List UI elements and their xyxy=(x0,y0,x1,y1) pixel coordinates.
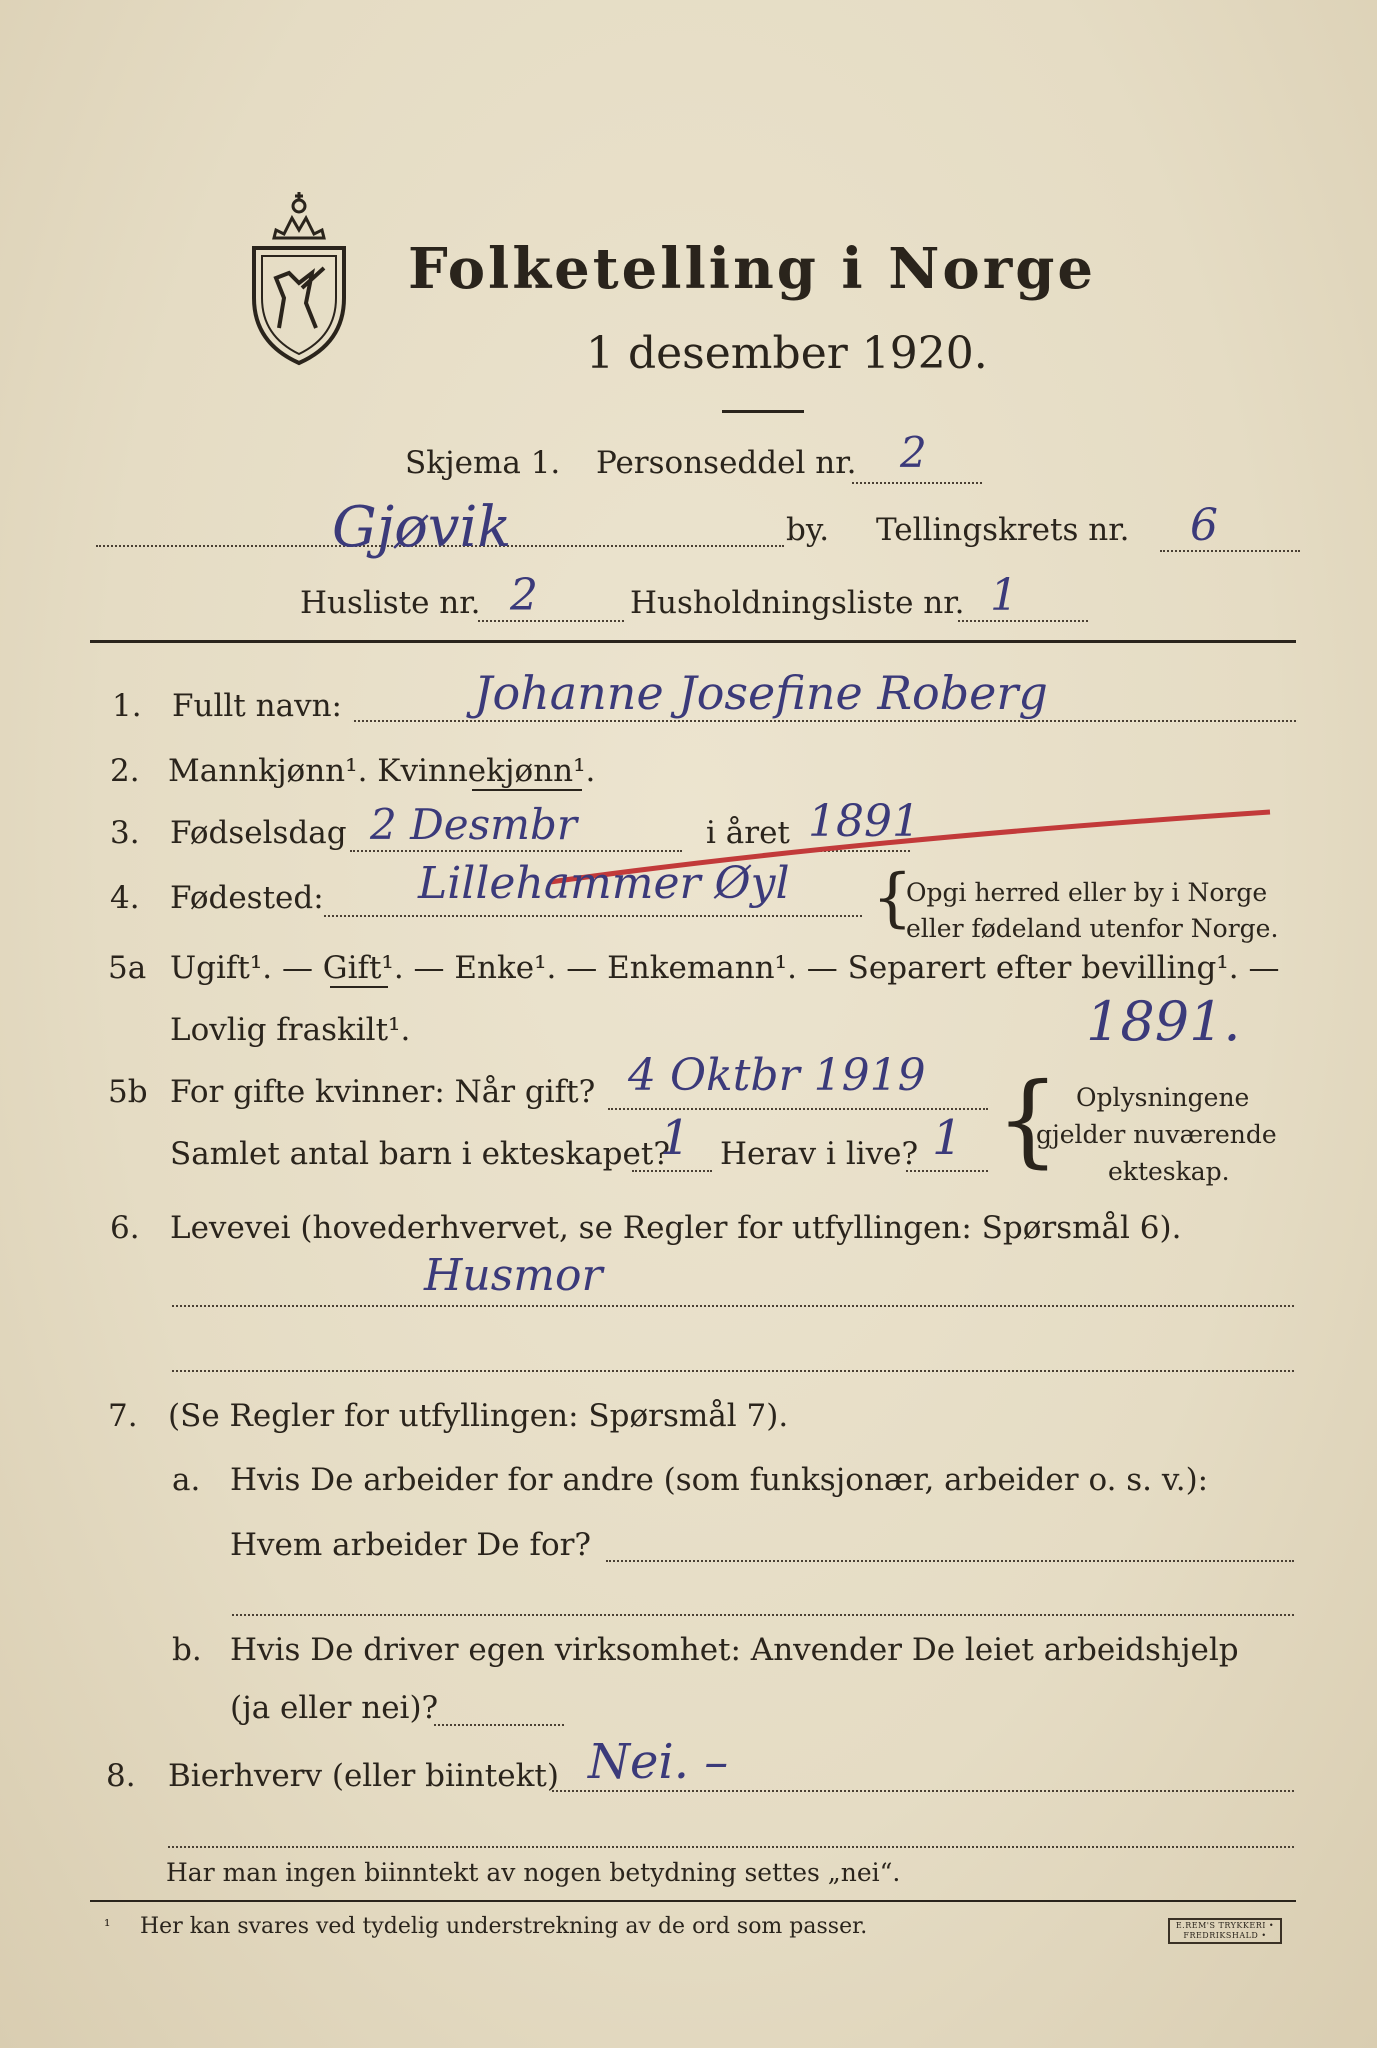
q5b-value3: 1 xyxy=(932,1110,963,1166)
q5b-number: 5b xyxy=(108,1074,148,1110)
q2-label: Mannkjønn¹. Kvinnekjønn¹. xyxy=(168,753,596,789)
q8-line2 xyxy=(168,1846,1294,1848)
q3-year-value: 1891 xyxy=(808,796,920,847)
q5b-note-line2: gjelder nuværende xyxy=(1036,1120,1277,1149)
q4-note-line2: eller fødeland utenfor Norge. xyxy=(906,914,1279,943)
printer-stamp: E.REM'S TRYKKERI • FREDRIKSHALD • xyxy=(1168,1918,1282,1944)
q5b-note-line1: Oplysningene xyxy=(1076,1083,1250,1112)
q2-number: 2. xyxy=(110,753,140,789)
q7b-letter: b. xyxy=(172,1632,202,1668)
q8-number: 8. xyxy=(106,1758,136,1794)
q5a-line1: Ugift¹. — Gift¹. — Enke¹. — Enkemann¹. — Separert efter bevilling¹. — xyxy=(170,950,1280,986)
husholdningsliste-label: Husholdningsliste nr. xyxy=(630,585,965,621)
q6-label: Levevei (hovederhvervet, se Regler for utfyllingen: Spørsmål 6). xyxy=(170,1210,1182,1246)
q3-year-label: i året xyxy=(706,815,790,851)
q8-value: Nei. – xyxy=(588,1734,729,1790)
tellingskrets-value: 6 xyxy=(1190,500,1218,551)
q4-line xyxy=(324,915,862,917)
personseddel-line xyxy=(852,482,982,484)
q5b-brace: { xyxy=(996,1061,1060,1178)
q6-line1 xyxy=(172,1305,1294,1307)
tellingskrets-label: Tellingskrets nr. xyxy=(876,512,1130,548)
schema-label: Skjema 1. xyxy=(405,445,561,481)
coat-of-arms-emblem xyxy=(244,178,354,368)
q5a-number: 5a xyxy=(108,950,147,986)
q5b-value1: 4 Oktbr 1919 xyxy=(628,1050,926,1101)
q5b-line3 xyxy=(906,1170,988,1172)
tellingskrets-line xyxy=(1160,550,1300,552)
q7a-line2: Hvem arbeider De for? xyxy=(230,1527,592,1563)
personseddel-label: Personseddel nr. xyxy=(596,445,857,481)
personseddel-value: 2 xyxy=(900,428,927,477)
q7-number: 7. xyxy=(108,1398,138,1434)
q8-note: Har man ingen biinntekt av nogen betydning settes „nei“. xyxy=(166,1858,901,1887)
q4-brace: { xyxy=(872,861,913,935)
title-divider xyxy=(722,410,804,413)
footer-divider xyxy=(90,1900,1296,1902)
q1-value: Johanne Josefine Roberg xyxy=(474,666,1048,720)
q3-value: 2 Desmbr xyxy=(370,800,577,849)
q5b-label3: Herav i live? xyxy=(720,1136,919,1172)
q3-label: Fødselsdag xyxy=(170,815,347,851)
q1-line xyxy=(354,720,1296,722)
by-label: by. xyxy=(786,512,830,548)
q7a-line2-blank xyxy=(232,1614,1294,1616)
q5a-underline-gift xyxy=(330,986,388,988)
form-title: Folketelling i Norge xyxy=(408,236,1097,302)
q7b-line1: Hvis De driver egen virksomhet: Anvender De leiet arbeidshjelp xyxy=(230,1632,1239,1668)
husliste-value: 2 xyxy=(510,570,538,621)
header-divider xyxy=(90,640,1296,643)
q6-number: 6. xyxy=(110,1210,140,1246)
q7a-letter: a. xyxy=(172,1462,201,1498)
q4-value: Lillehammer Øyl xyxy=(418,858,790,909)
q4-label: Fødested: xyxy=(170,880,324,916)
q4-number: 4. xyxy=(110,880,140,916)
q6-line2 xyxy=(172,1370,1294,1372)
q7a-line1: Hvis De arbeider for andre (som funksjonær, arbeider o. s. v.): xyxy=(230,1462,1209,1498)
q7a-line xyxy=(606,1560,1294,1562)
q7-label: (Se Regler for utfyllingen: Spørsmål 7). xyxy=(168,1398,789,1434)
q5b-note-line3: ekteskap. xyxy=(1108,1157,1230,1186)
census-date: 1 desember 1920. xyxy=(586,328,988,379)
q8-label: Bierhverv (eller biintekt) xyxy=(168,1758,559,1794)
q5b-label1: For gifte kvinner: Når gift? xyxy=(170,1074,596,1110)
q5b-line2 xyxy=(632,1170,712,1172)
q5b-label2: Samlet antal barn i ekteskapet? xyxy=(170,1136,670,1172)
husliste-label: Husliste nr. xyxy=(300,585,481,621)
husliste-line xyxy=(478,620,624,622)
q5b-value2: 1 xyxy=(660,1110,691,1166)
q1-number: 1. xyxy=(112,688,142,724)
place-value: Gjøvik xyxy=(332,495,512,560)
q7b-line2: (ja eller nei)? xyxy=(230,1690,439,1726)
q1-label: Fullt navn: xyxy=(172,688,342,724)
q3-number: 3. xyxy=(110,815,140,851)
q4-note-line1: Opgi herred eller by i Norge xyxy=(906,878,1268,907)
husholdningsliste-value: 1 xyxy=(990,570,1018,621)
footnote-text: Her kan svares ved tydelig understrekning av de ord som passer. xyxy=(140,1914,868,1939)
husholdningsliste-line xyxy=(958,620,1088,622)
footnote-marker: ¹ xyxy=(104,1916,111,1935)
q8-line xyxy=(552,1790,1294,1792)
q5a-annotation: 1891. xyxy=(1086,990,1241,1053)
q5a-line2: Lovlig fraskilt¹. xyxy=(170,1012,411,1048)
q2-underline-kvinnekjonn xyxy=(472,789,582,791)
q6-value: Husmor xyxy=(424,1250,603,1301)
q7b-line xyxy=(434,1724,564,1726)
